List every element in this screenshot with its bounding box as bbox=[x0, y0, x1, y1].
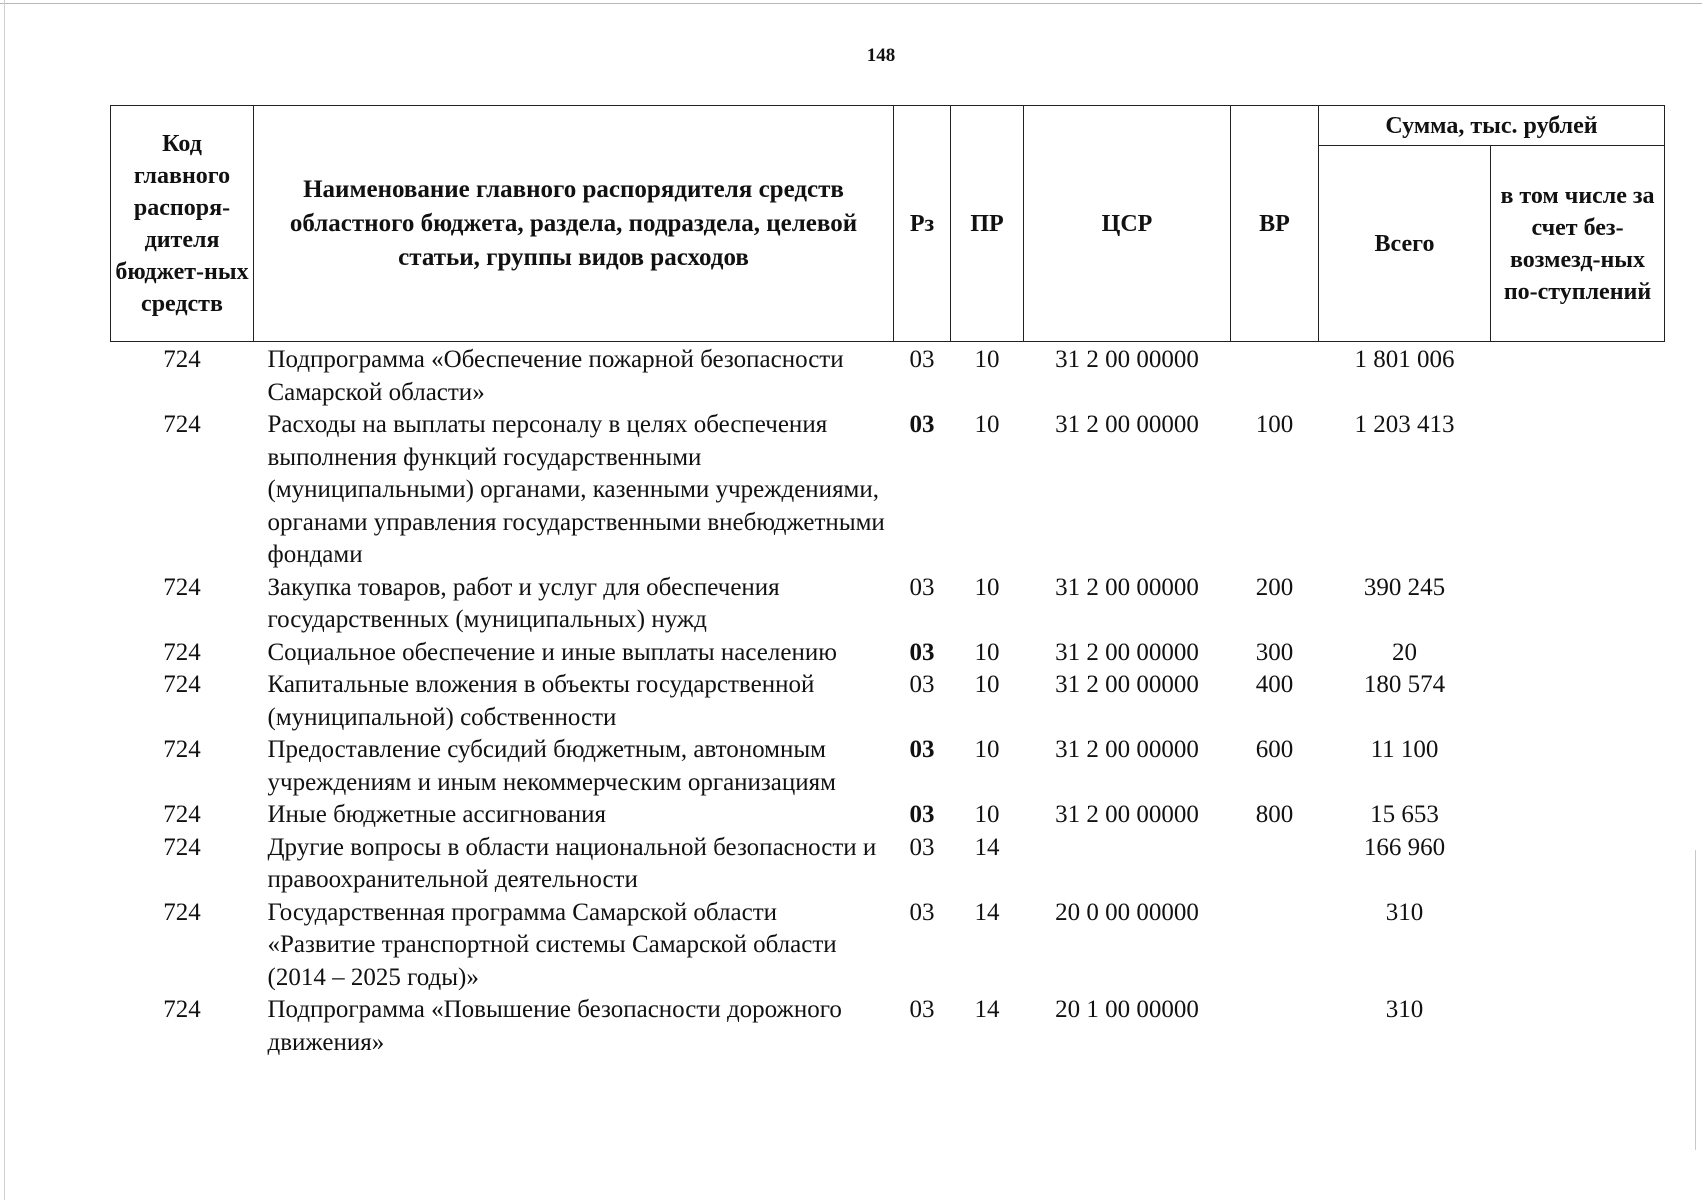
cell-vr: 800 bbox=[1255, 801, 1294, 828]
header-csr: ЦСР bbox=[1024, 106, 1231, 342]
cell-total: 390 245 bbox=[1363, 573, 1446, 601]
cell-rz: 03 bbox=[909, 638, 935, 666]
cell-csr: 20 1 00 00000 bbox=[1055, 996, 1199, 1023]
cell-name: Закупка товаров, работ и услуг для обеспечения государственных (муниципальных) нужд bbox=[267, 573, 780, 633]
cell-vr bbox=[1231, 994, 1319, 1059]
cell-rz: 03 bbox=[909, 898, 935, 926]
cell-name: Государственная программа Самарской области «Развитие транспортной системы Самарской области (2014 – 2025 годы)» bbox=[267, 898, 837, 991]
cell-code: 724 bbox=[163, 671, 201, 698]
cell-total: 310 bbox=[1385, 996, 1424, 1023]
table-row bbox=[111, 897, 1665, 995]
table-row bbox=[111, 734, 1665, 799]
cell-pr: 10 bbox=[974, 801, 1000, 828]
cell-rz: 03 bbox=[909, 573, 935, 601]
cell-pr: 14 bbox=[974, 996, 1000, 1023]
scan-edge-top bbox=[0, 3, 1702, 4]
cell-rz: 03 bbox=[909, 801, 935, 828]
cell-incl bbox=[1491, 994, 1665, 1059]
cell-name: Подпрограмма «Повышение безопасности дорожного движения» bbox=[267, 996, 842, 1056]
header-sum-group: Сумма, тыс. рублей bbox=[1319, 106, 1665, 146]
cell-incl bbox=[1491, 799, 1665, 832]
cell-vr: 200 bbox=[1255, 573, 1294, 601]
cell-pr: 14 bbox=[974, 898, 1000, 926]
cell-code: 724 bbox=[163, 638, 201, 666]
cell-code: 724 bbox=[163, 573, 201, 601]
cell-pr: 14 bbox=[974, 833, 1000, 861]
cell-vr bbox=[1231, 342, 1319, 410]
cell-total: 180 574 bbox=[1363, 671, 1446, 698]
cell-vr: 600 bbox=[1255, 736, 1294, 763]
cell-name: Расходы на выплаты персоналу в целях обеспечения выполнения функций государственными (муниципальными) органами, казенными учреждениями, органами управления государственными внебюджетными фондами bbox=[267, 411, 885, 568]
cell-total: 166 960 bbox=[1363, 833, 1446, 861]
cell-total: 15 653 bbox=[1370, 801, 1439, 828]
table-body bbox=[111, 342, 1665, 1060]
cell-name: Иные бюджетные ассигнования bbox=[267, 801, 607, 828]
cell-csr: 31 2 00 00000 bbox=[1055, 671, 1199, 698]
cell-csr bbox=[1024, 832, 1231, 897]
cell-incl bbox=[1491, 669, 1665, 734]
cell-total: 20 bbox=[1392, 638, 1417, 666]
cell-pr: 10 bbox=[974, 411, 1000, 438]
scan-edge-right bbox=[1695, 850, 1696, 1150]
table-row bbox=[111, 342, 1665, 410]
header-pr: ПР bbox=[951, 106, 1024, 342]
cell-incl bbox=[1491, 409, 1665, 572]
cell-name: Другие вопросы в области национальной безопасности и правоохранительной деятельности bbox=[267, 833, 877, 893]
table-row bbox=[111, 409, 1665, 572]
table-row bbox=[111, 669, 1665, 734]
cell-rz: 03 bbox=[909, 346, 935, 373]
cell-rz: 03 bbox=[909, 736, 935, 763]
cell-incl bbox=[1491, 734, 1665, 799]
cell-total: 310 bbox=[1385, 898, 1424, 926]
cell-csr: 31 2 00 00000 bbox=[1055, 801, 1199, 828]
header-name: Наименование главного распорядителя средств областного бюджета, раздела, подраздела, целевой статьи, группы видов расходов bbox=[254, 106, 894, 342]
cell-rz: 03 bbox=[909, 411, 935, 438]
cell-pr: 10 bbox=[974, 671, 1000, 698]
cell-pr: 10 bbox=[974, 638, 1000, 666]
cell-csr: 31 2 00 00000 bbox=[1055, 638, 1199, 666]
cell-incl bbox=[1491, 832, 1665, 897]
cell-code: 724 bbox=[163, 801, 201, 828]
cell-code: 724 bbox=[163, 898, 201, 926]
cell-code: 724 bbox=[163, 736, 201, 763]
table-row bbox=[111, 572, 1665, 637]
cell-vr: 100 bbox=[1255, 411, 1294, 438]
cell-code: 724 bbox=[163, 411, 201, 438]
cell-incl bbox=[1491, 897, 1665, 995]
cell-csr: 31 2 00 00000 bbox=[1055, 573, 1199, 601]
page-number: 148 bbox=[866, 45, 896, 66]
cell-csr: 31 2 00 00000 bbox=[1055, 346, 1199, 373]
scan-edge-left bbox=[4, 0, 5, 1200]
cell-incl bbox=[1491, 637, 1665, 670]
table-row bbox=[111, 799, 1665, 832]
table-row bbox=[111, 637, 1665, 670]
cell-vr: 300 bbox=[1255, 638, 1294, 666]
cell-vr: 400 bbox=[1255, 671, 1294, 698]
header-code: Код главного распоря-дителя бюджет-ных средств bbox=[111, 106, 254, 342]
budget-table-container bbox=[110, 105, 1664, 1059]
cell-rz: 03 bbox=[909, 996, 935, 1023]
cell-name: Капитальные вложения в объекты государственной (муниципальной) собственности bbox=[267, 671, 815, 731]
cell-incl bbox=[1491, 342, 1665, 410]
cell-pr: 10 bbox=[974, 346, 1000, 373]
cell-code: 724 bbox=[163, 346, 201, 373]
budget-table bbox=[110, 105, 1665, 1059]
cell-total: 1 203 413 bbox=[1354, 411, 1455, 438]
header-incl: в том числе за счет без-возмезд-ных по-ступлений bbox=[1491, 146, 1665, 342]
cell-name: Подпрограмма «Обеспечение пожарной безопасности Самарской области» bbox=[267, 346, 844, 406]
cell-total: 1 801 006 bbox=[1354, 346, 1455, 373]
table-header bbox=[111, 106, 1665, 342]
table-row bbox=[111, 994, 1665, 1059]
cell-csr: 20 0 00 00000 bbox=[1055, 898, 1199, 926]
cell-pr: 10 bbox=[974, 573, 1000, 601]
cell-code: 724 bbox=[163, 833, 201, 861]
cell-code: 724 bbox=[163, 996, 201, 1023]
cell-total: 11 100 bbox=[1370, 736, 1439, 763]
header-rz: Рз bbox=[894, 106, 951, 342]
cell-incl bbox=[1491, 572, 1665, 637]
cell-vr bbox=[1231, 897, 1319, 995]
header-total: Всего bbox=[1319, 146, 1491, 342]
cell-rz: 03 bbox=[909, 833, 935, 861]
cell-csr: 31 2 00 00000 bbox=[1055, 411, 1199, 438]
cell-csr: 31 2 00 00000 bbox=[1055, 736, 1199, 763]
cell-rz: 03 bbox=[909, 671, 935, 698]
table-row bbox=[111, 832, 1665, 897]
header-vr: ВР bbox=[1231, 106, 1319, 342]
cell-vr bbox=[1231, 832, 1319, 897]
cell-name: Предоставление субсидий бюджетным, автономным учреждениям и иным некоммерческим организациям bbox=[267, 736, 836, 796]
cell-pr: 10 bbox=[974, 736, 1000, 763]
cell-name: Социальное обеспечение и иные выплаты населению bbox=[267, 638, 837, 666]
